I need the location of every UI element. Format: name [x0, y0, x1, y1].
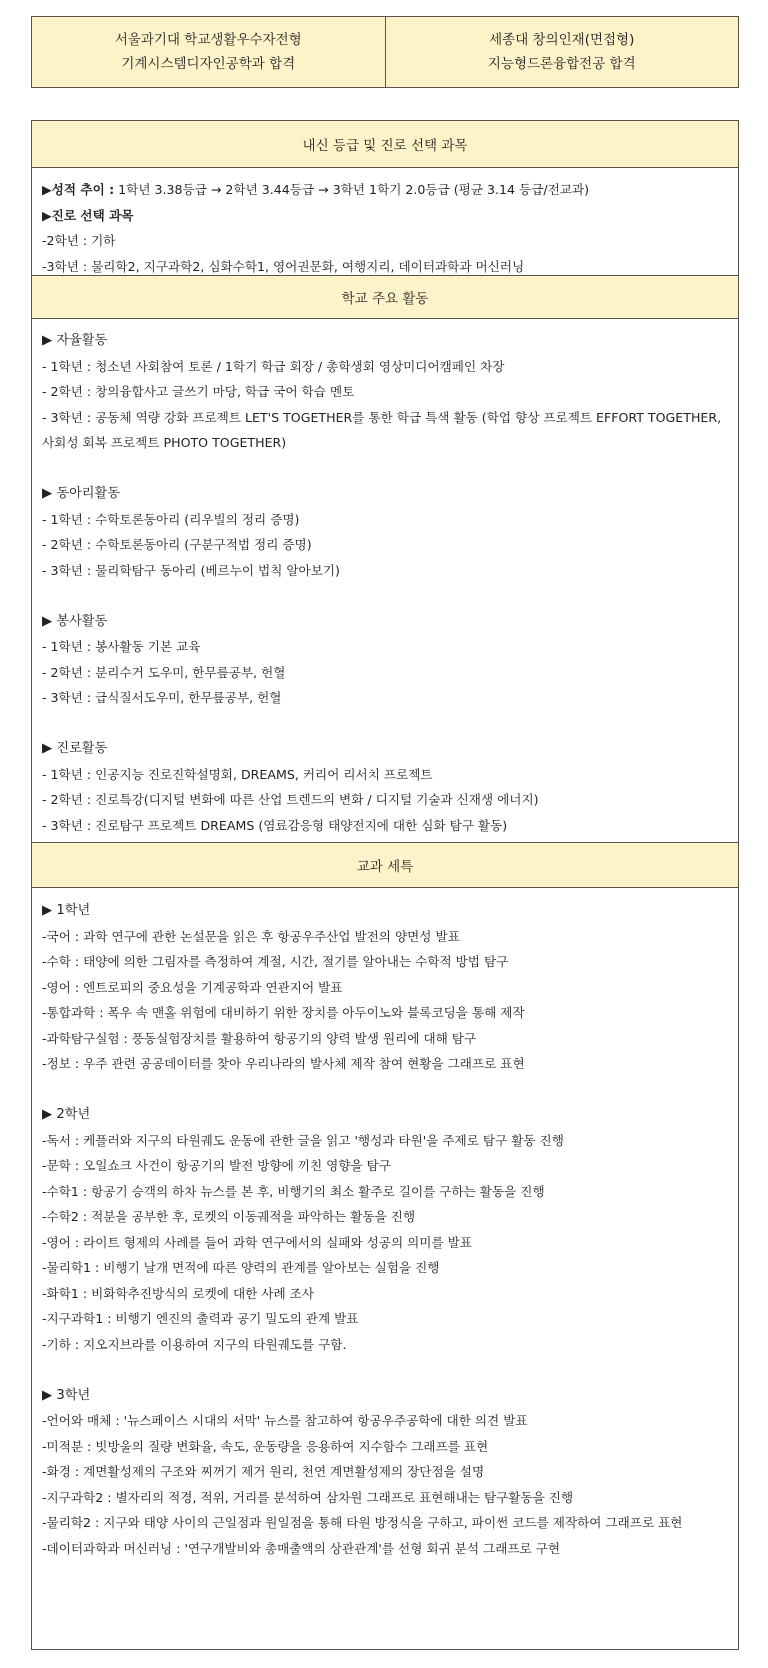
grades-section-title: 내신 등급 및 진로 선택 과목	[302, 138, 468, 154]
subject-group-title: ▶ 3학년	[42, 1387, 91, 1403]
elective-label: ▶진로 선택 과목	[42, 207, 134, 223]
elective-item: -2학년 : 기하	[42, 233, 116, 248]
admission-results-table	[31, 16, 739, 88]
activity-item: - 3학년 : 진로탐구 프로젝트 DREAMS (염료감응형 태양전지에 대한 심화 탐구 활동)	[42, 817, 508, 833]
activity-group-title: ▶ 자율활동	[42, 333, 108, 348]
admission-school: 서울과기대 학교생활우수자전형	[114, 32, 302, 48]
subject-group-title: ▶ 2학년	[42, 1107, 91, 1122]
subject-group-title: ▶ 1학년	[42, 903, 91, 918]
activity-group-title: ▶ 봉사활동	[42, 613, 108, 629]
activity-group-club	[42, 481, 728, 583]
subject-item: -물리학1 : 비행기 날개 면적에 따른 양력의 관계를 알아보는 실험을 진행	[42, 1260, 440, 1275]
subject-item: -화경 : 계면활성제의 구조와 찌꺼기 제거 원리, 천연 계면활성제의 장단점을 설명	[42, 1464, 485, 1479]
grades-section-body	[32, 168, 738, 275]
subject-item: -수학 : 태양에 의한 그림자를 측정하여 계절, 시간, 절기를 알아내는 수학적 방법 탐구	[42, 954, 509, 969]
activity-item: - 1학년 : 봉사활동 기본 교육	[42, 639, 201, 654]
subject-item: -수학2 : 적분을 공부한 후, 로켓의 이동궤적을 파악하는 활동을 진행	[42, 1209, 416, 1224]
subject-item: -국어 : 과학 연구에 관한 논설문을 읽은 후 항공우주산업 발전의 양면성 발표	[42, 928, 460, 944]
activity-item: - 2학년 : 분리수거 도우미, 한무릎공부, 헌혈	[42, 664, 286, 680]
subjects-section-header	[32, 842, 738, 888]
activity-group-career	[42, 736, 728, 838]
subject-item: -정보 : 우주 관련 공공데이터를 찾아 우리나라의 발사체 제작 참여 현황을 그래프로 표현	[42, 1056, 525, 1071]
grade-trend	[42, 177, 728, 203]
subject-group-grade2	[42, 1102, 728, 1357]
activities-section-title: 학교 주요 활동	[341, 291, 429, 307]
activities-section-body	[32, 319, 738, 842]
subject-item: -화학1 : 비화학추진방식의 로켓에 대한 사례 조사	[42, 1285, 314, 1301]
subject-item: -지구과학2 : 별자리의 적경, 적위, 거리를 분석하여 삼차원 그래프로 표현해내는 탐구활동을 진행	[42, 1489, 574, 1505]
admission-cell-sejong	[385, 17, 739, 87]
admission-major: 기계시스템디자인공학과 합격	[121, 56, 296, 72]
grade-trend-text: 1학년 3.38등급 → 2학년 3.44등급 → 3학년 1학기 2.0등급 (평균 3.14 등급/전교과)	[114, 182, 590, 197]
activity-group-volunteer	[42, 609, 728, 711]
subject-item: -영어 : 라이트 형제의 사례를 들어 과학 연구에서의 실패와 성공의 의미를 발표	[42, 1234, 472, 1250]
student-record-table	[31, 120, 739, 1650]
subjects-section-body	[32, 888, 738, 1649]
elective-item: -3학년 : 물리학2, 지구과학2, 심화수학1, 영어권문화, 여행지리, 데이터과학과 머신러닝	[42, 258, 525, 274]
admission-school: 세종대 창의인재(면접형)	[489, 32, 635, 48]
subject-item: -수학1 : 항공기 승객의 하차 뉴스를 본 후, 비행기의 최소 활주로 길이를 구하는 활동을 진행	[42, 1183, 545, 1199]
subject-item: -지구과학1 : 비행기 엔진의 출력과 공기 밀도의 관계 발표	[42, 1311, 359, 1326]
grades-section-header	[32, 121, 738, 168]
activity-item: - 2학년 : 수학토론동아리 (구분구적법 정리 증명)	[42, 537, 312, 552]
activities-section-header	[32, 275, 738, 319]
subject-item: -영어 : 엔트로피의 중요성을 기계공학과 연관지어 발표	[42, 979, 343, 995]
subject-item: -통합과학 : 폭우 속 맨홀 위험에 대비하기 위한 장치를 아두이노와 블록코딩을 통해 제작	[42, 1005, 525, 1020]
activity-item: - 2학년 : 창의융합사고 글쓰기 마당, 학급 국어 학습 멘토	[42, 384, 355, 399]
activity-item: - 2학년 : 진로특강(디지털 변화에 따른 산업 트렌드의 변화 / 디지털 기술과 신재생 에너지)	[42, 792, 539, 807]
subject-item: -물리학2 : 지구와 태양 사이의 근일점과 원일점을 통해 타원 방정식을 구하고, 파이썬 코드를 제작하여 그래프로 표현	[42, 1515, 683, 1530]
activity-group-title: ▶ 동아리활동	[42, 486, 121, 501]
activity-item: - 1학년 : 인공지능 진로진학설명회, DREAMS, 커리어 리서치 프로젝트	[42, 766, 433, 782]
subject-group-grade1	[42, 898, 728, 1077]
subject-group-grade3	[42, 1383, 728, 1562]
activity-item: - 3학년 : 공동체 역량 강화 프로젝트 LET'S TOGETHER를 통한 학급 특색 활동 (학업 향상 프로젝트 EFFORT TOGETHER, 사회성 회복 프로젝트 PHOTO TOGETHER)	[42, 409, 722, 450]
subjects-section-title: 교과 세특	[356, 859, 414, 875]
activity-item: - 3학년 : 물리학탐구 동아리 (베르누이 법칙 알아보기)	[42, 562, 340, 578]
admission-cell-seoultech	[32, 17, 385, 87]
subject-item: -과학탐구실험 : 풍동실험장치를 활용하여 항공기의 양력 발생 원리에 대해 탐구	[42, 1030, 477, 1046]
subject-item: -독서 : 케플러와 지구의 타원궤도 운동에 관한 글을 읽고 '행성과 타원'을 주제로 탐구 활동 진행	[42, 1132, 564, 1148]
subject-item: -문학 : 오일쇼크 사건이 항공기의 발전 방향에 끼친 영향을 탐구	[42, 1158, 391, 1173]
grade-trend-label: ▶성적 추이 :	[42, 182, 115, 197]
subject-item: -미적분 : 빗방울의 질량 변화율, 속도, 운동량을 응용하여 지수함수 그래프를 표현	[42, 1438, 489, 1454]
subject-item: -기하 : 지오지브라를 이용하여 지구의 타원궤도를 구함.	[42, 1336, 347, 1352]
activity-group-title: ▶ 진로활동	[42, 741, 108, 756]
activity-item: - 1학년 : 수학토론동아리 (리우빌의 정리 증명)	[42, 511, 300, 527]
admission-major: 지능형드론융합전공 합격	[487, 56, 636, 72]
activity-group-autonomous	[42, 328, 728, 456]
activity-item: - 1학년 : 청소년 사회참여 토론 / 1학기 학급 회장 / 총학생회 영상미디어캠페인 차장	[42, 358, 505, 374]
activity-item: - 3학년 : 급식질서도우미, 한무릎공부, 헌혈	[42, 690, 282, 705]
subject-item: -데이터과학과 머신러닝 : '연구개발비와 총매출액의 상관관계'를 선형 회귀 분석 그래프로 구현	[42, 1540, 561, 1556]
subject-item: -언어와 매체 : '뉴스페이스 시대의 서막' 뉴스를 참고하여 항공우주공학에 대한 의견 발표	[42, 1413, 528, 1428]
